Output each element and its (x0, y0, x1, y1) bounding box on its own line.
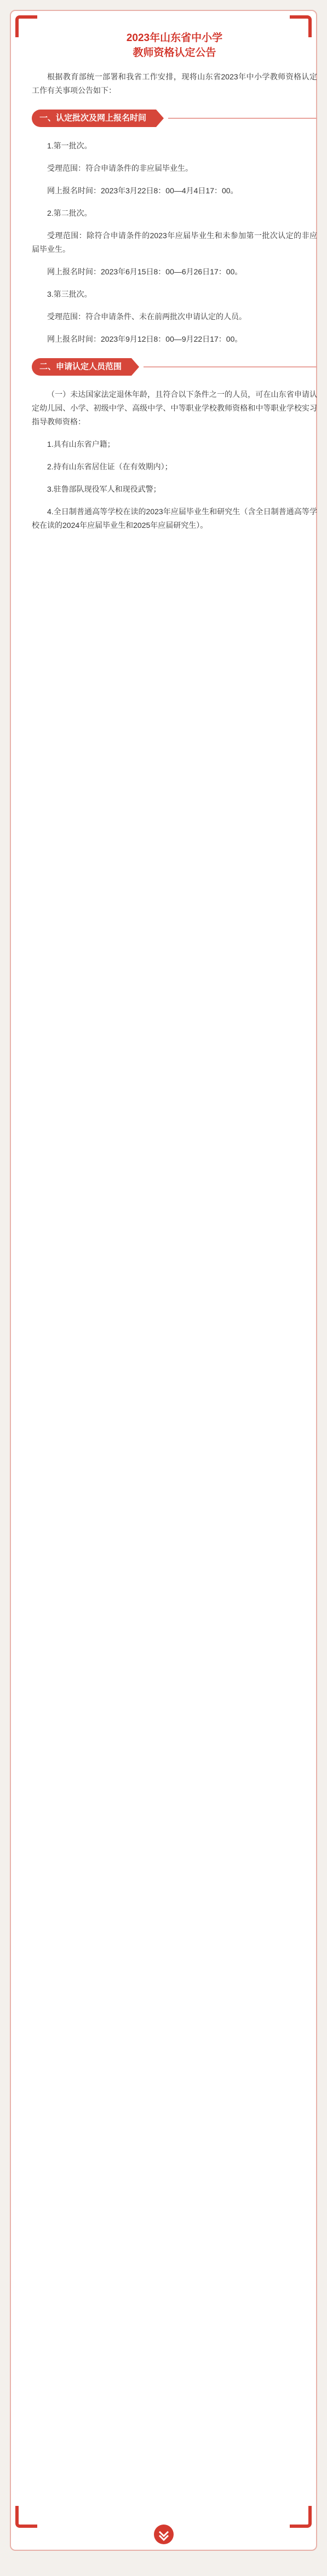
section-paragraph: 4.全日制普通高等学校在读的2023年应届毕业生和研究生（含全日制普通高等学校在读的2024年应届毕业生和2025年应届研究生）。 (32, 507, 317, 530)
section-paragraph: 2.第二批次。 (47, 209, 92, 217)
section-heading-2 (32, 357, 317, 377)
page-title (32, 31, 317, 60)
title-line-2: 教师资格认定公告 (133, 47, 216, 59)
section-paragraph: 3.驻鲁部队现役军人和现役武警； (47, 485, 161, 493)
document-content (32, 31, 317, 541)
section-paragraph: 网上报名时间：2023年3月22日8：00—4月4日17：00。 (47, 186, 238, 195)
section-paragraph: 1.第一批次。 (47, 141, 92, 150)
section-divider (168, 118, 317, 119)
section-paragraph: （一）未达国家法定退休年龄，且符合以下条件之一的人员，可在山东省申请认定幼儿园、小学、初级中学、高级中学、中等职业学校教师资格和中等职业学校实习指导教师资格： (32, 390, 317, 426)
section-paragraph: 2.持有山东省居住证（在有效期内）； (47, 462, 173, 471)
section-label: 二、申请认定人员范围 (32, 358, 131, 376)
section-paragraph: 受理范围：符合申请条件的非应届毕业生。 (47, 164, 193, 173)
section-heading-1 (32, 108, 317, 128)
intro-paragraph: 根据教育部统一部署和我省工作安排，现将山东省2023年中小学教师资格认定工作有关事项公告如下： (32, 72, 317, 95)
section-paragraph: 1.具有山东省户籍； (47, 440, 115, 449)
corner-decoration (290, 2506, 312, 2528)
section-divider (144, 366, 317, 367)
section-label: 一、认定批次及网上报名时间 (32, 110, 156, 127)
section-paragraph: 网上报名时间：2023年9月12日8：00—9月22日17：00。 (47, 335, 243, 343)
document-frame (10, 10, 317, 2551)
corner-decoration (15, 2506, 37, 2528)
bottom-decoration-icon (153, 2523, 175, 2545)
section-paragraph: 3.第三批次。 (47, 290, 92, 298)
title-line-1: 2023年山东省中小学 (126, 32, 223, 44)
section-paragraph: 网上报名时间：2023年6月15日8：00—6月26日17：00。 (47, 267, 243, 276)
section-paragraph: 受理范围：符合申请条件、未在前两批次申请认定的人员。 (47, 312, 246, 321)
section-paragraph: 受理范围：除符合申请条件的2023年应届毕业生和未参加第一批次认定的非应届毕业生。 (32, 231, 317, 254)
